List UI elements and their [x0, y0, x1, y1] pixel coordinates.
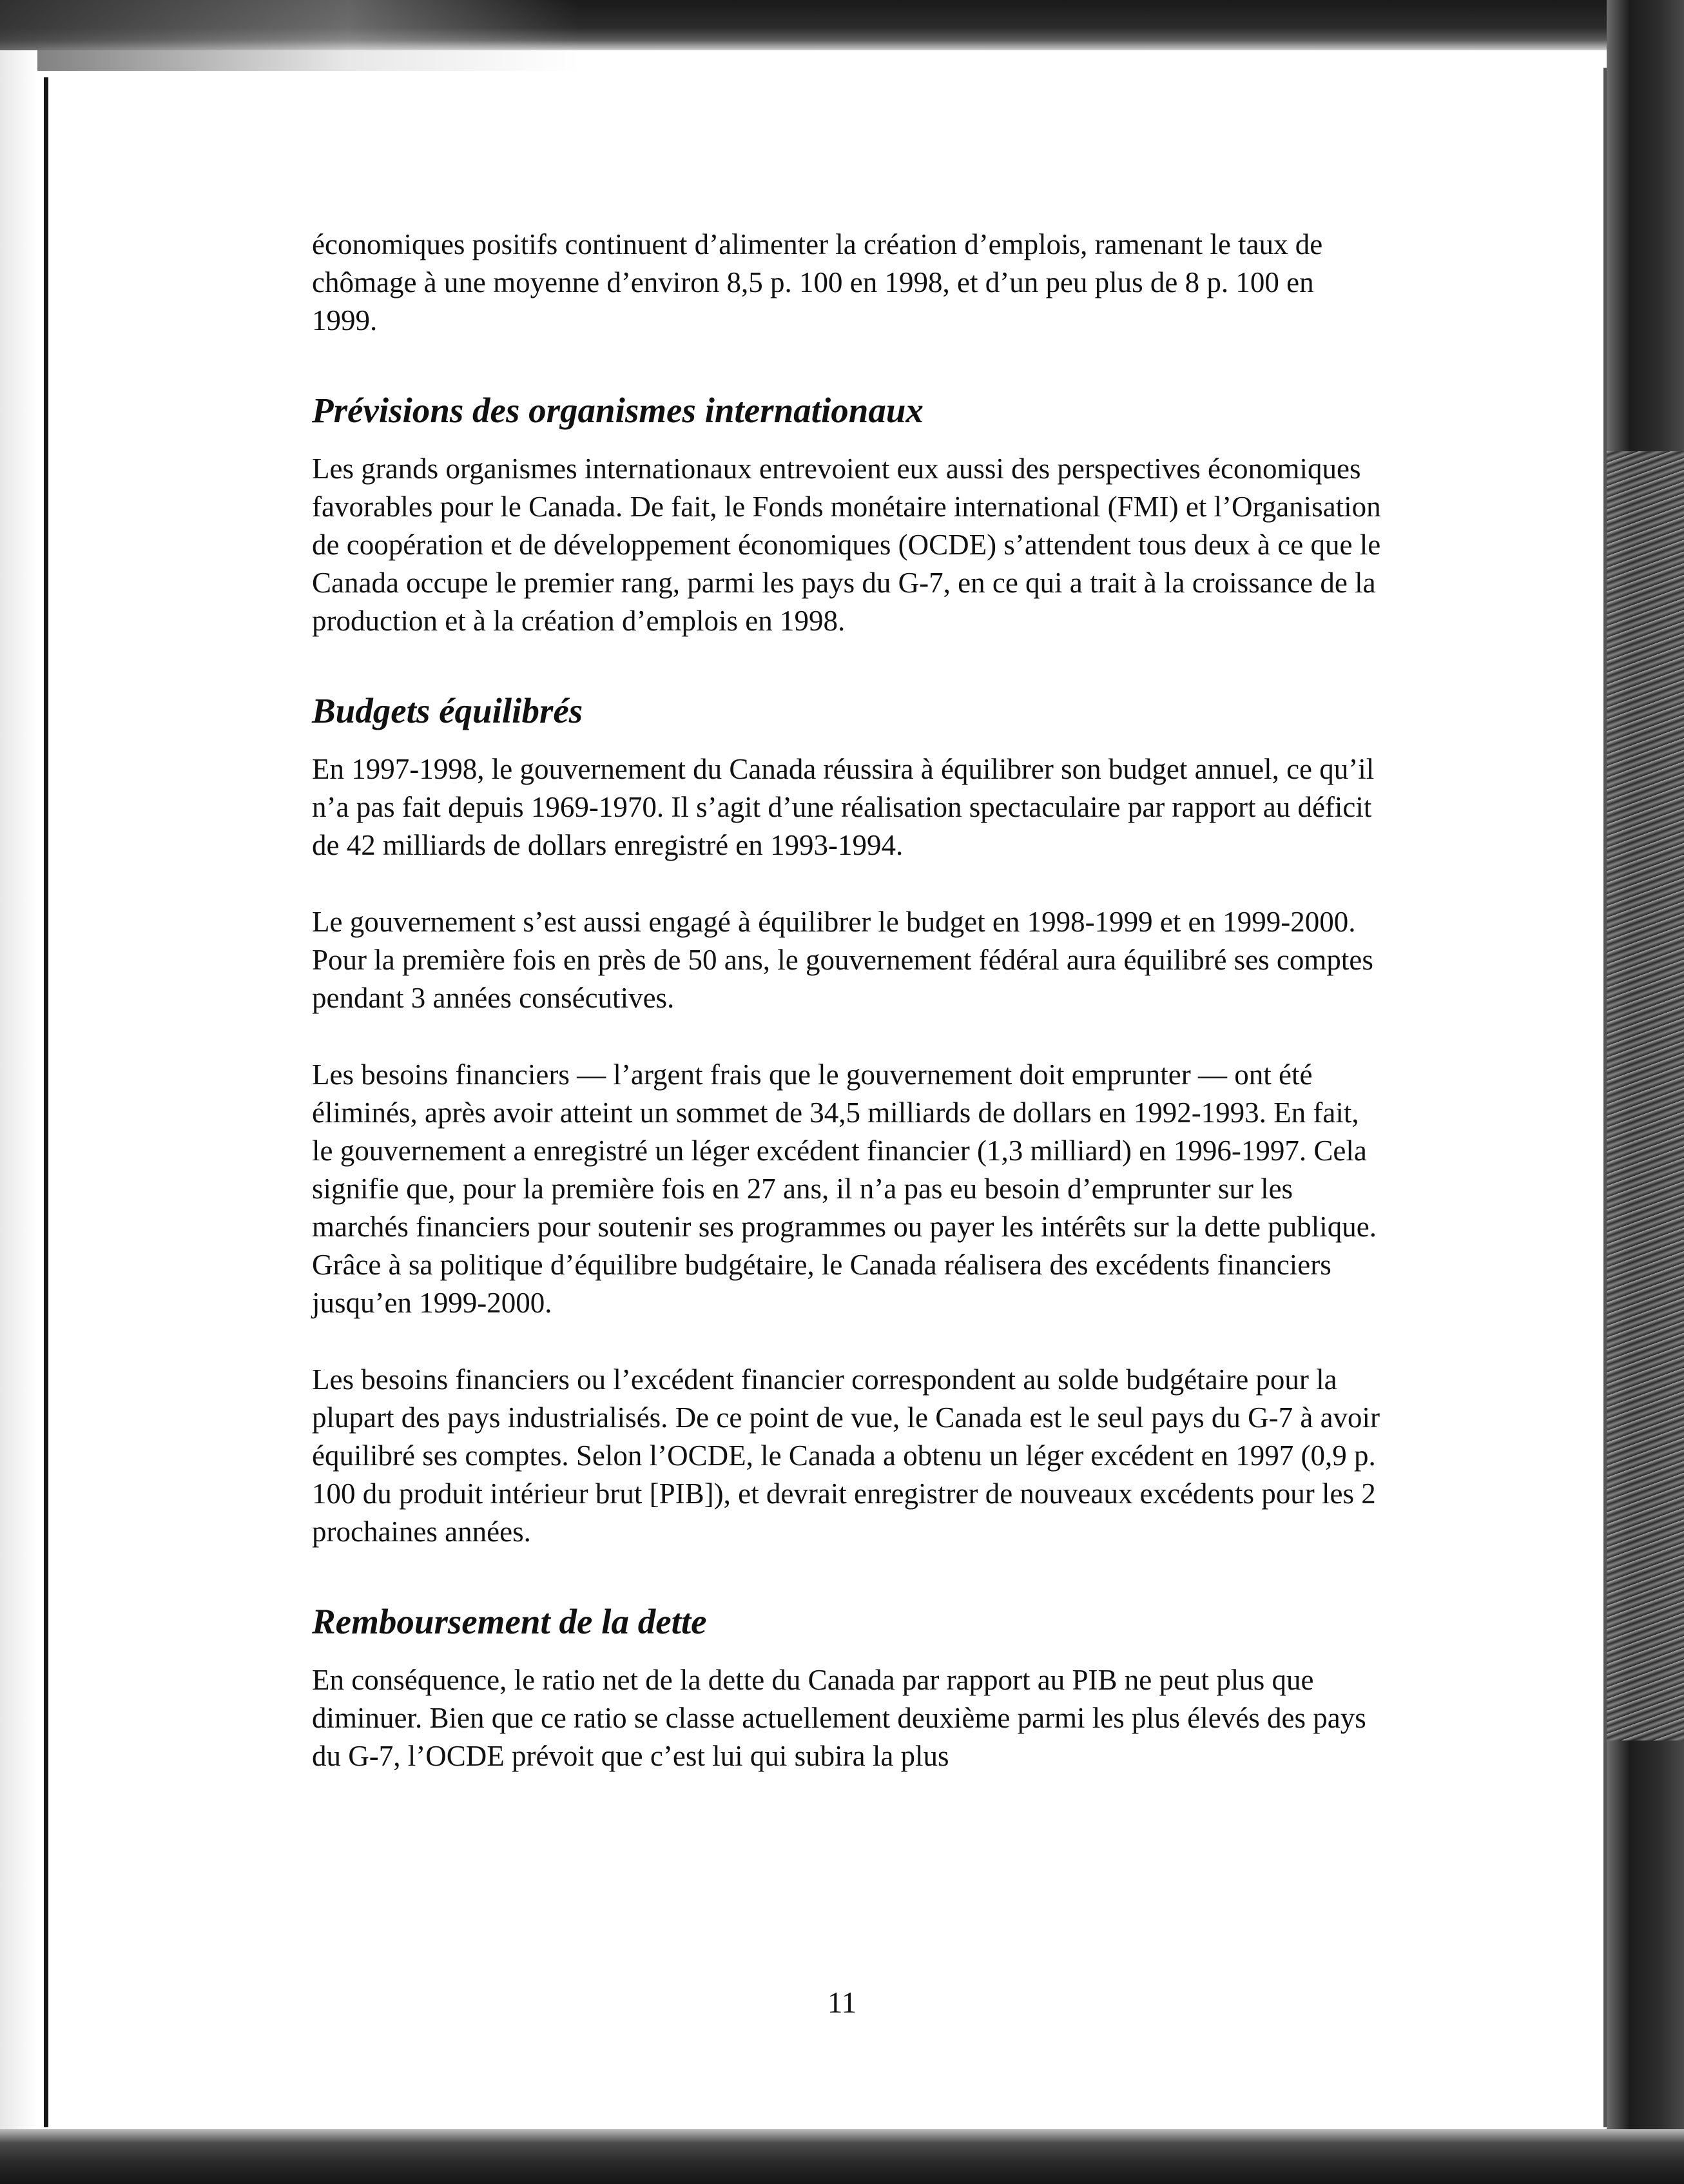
scan-border-left: [0, 50, 37, 2129]
paragraph-financial-requirements: Les besoins financiers — l’argent frais que le gouvernement doit emprunter — ont été éliminés, après avoir atteint un sommet de 34,5 milliards de dollars en 1992-1993. En fait, le gouvernement a enregistré un léger excédent financier (1,3 milliard) en 1996-1997. Cela signifie que, pour la première fois en 27 ans, il n’a pas eu besoin d’emprunter sur les marchés financiers pour soutenir ses programmes ou payer les intérêts sur la dette publique. Grâce à sa politique d’équilibre budgétaire, le Canada réalisera des excédents financiers jusqu’en 1999-2000.: [312, 1058, 1377, 1319]
paragraph-oecd-surplus: Les besoins financiers ou l’excédent financier correspondent au solde budgétaire pour la plupart des pays industrialisés. De ce point de vue, le Canada est le seul pays du G-7 à avoir équilibré ses comptes. Selon l’OCDE, le Canada a obtenu un léger excédent en 1997 (0,9 p. 100 du produit intérieur brut [PIB]), et devrait enregistrer de nouveaux excédents pour les 2 prochaines années.: [312, 1363, 1380, 1548]
scan-noise-right: [1607, 451, 1684, 1740]
scan-border-bottom: [0, 2129, 1684, 2184]
page-number: 11: [827, 1986, 857, 2020]
paragraph-balanced-budget-commitment: Le gouvernement s’est aussi engagé à équilibrer le budget en 1998-1999 et en 1999-2000. Pour la première fois en près de 50 ans, le gouvernement fédéral aura équilibré ses comptes pendant 3 années consécutives.: [312, 906, 1373, 1014]
paragraph-balanced-budget-1997: En 1997-1998, le gouvernement du Canada réussira à équilibrer son budget annuel, ce qu’il n’a pas fait depuis 1969-1970. Il s’agit d’une réalisation spectaculaire par rapport au déficit de 42 milliards de dollars enregistré en 1993-1994.: [312, 753, 1375, 861]
scan-shadow-top: [0, 0, 580, 71]
heading-international-forecasts: Prévisions des organismes internationaux: [312, 391, 924, 430]
document-page: [312, 226, 1382, 1775]
heading-debt-repayment: Remboursement de la dette: [312, 1602, 707, 1641]
paragraph-international-forecasts: Les grands organismes internationaux entrevoient eux aussi des perspectives économiques favorables pour le Canada. De fait, le Fonds monétaire international (FMI) et l’Organisation de coopération et de développement économiques (OCDE) s’attendent tous deux à ce que le Canada occupe le premier rang, parmi les pays du G-7, en ce qui a trait à la croissance de la production et à la création d’emplois en 1998.: [312, 453, 1381, 637]
paragraph-employment: économiques positifs continuent d’alimenter la création d’emplois, ramenant le taux de chômage à une moyenne d’environ 8,5 p. 100 en 1998, et d’un peu plus de 8 p. 100 en 1999.: [312, 228, 1323, 336]
binding-edge-line: [44, 77, 48, 2127]
paragraph-debt-ratio: En conséquence, le ratio net de la dette du Canada par rapport au PIB ne peut plus que diminuer. Bien que ce ratio se classe actuellement deuxième parmi les plus élevés des pays du G-7, l’OCDE prévoit que c’est lui qui subira la plus: [312, 1664, 1366, 1772]
heading-balanced-budgets: Budgets équilibrés: [312, 691, 583, 730]
